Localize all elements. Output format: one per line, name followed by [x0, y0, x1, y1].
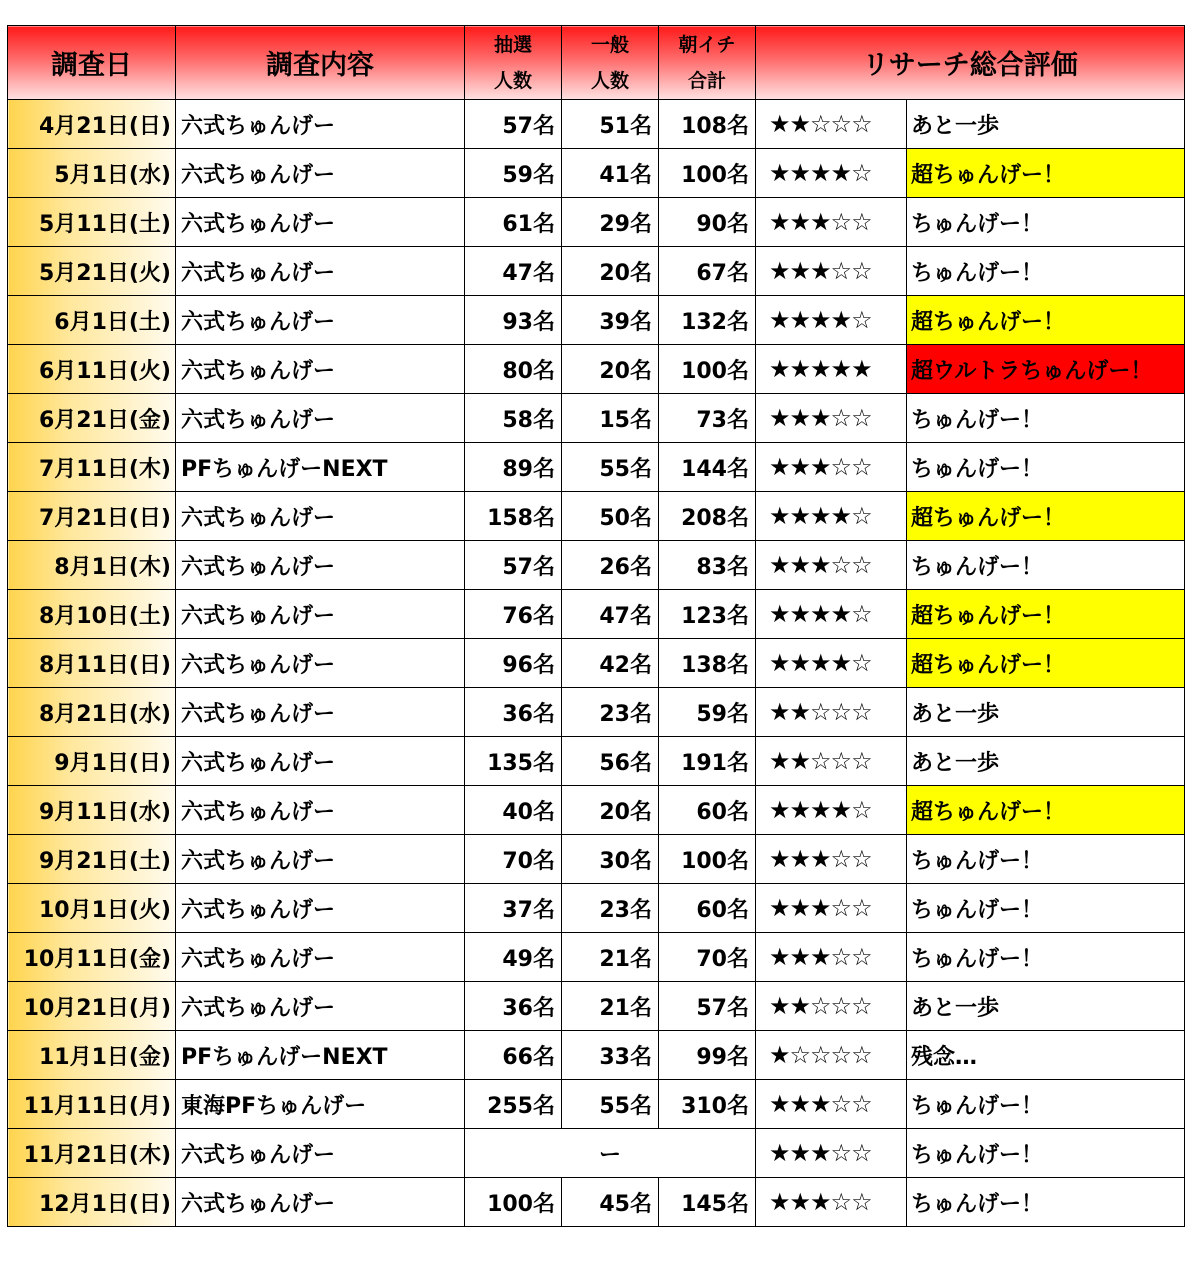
morning-total-cell: 67名	[659, 247, 756, 296]
general-count-cell: 20名	[562, 247, 659, 296]
header-lottery	[465, 26, 562, 100]
general-count-cell: 55名	[562, 1080, 659, 1129]
morning-total-cell: 90名	[659, 198, 756, 247]
lottery-count-cell: 36名	[465, 688, 562, 737]
morning-total-cell: 123名	[659, 590, 756, 639]
general-count-cell: 20名	[562, 345, 659, 394]
lottery-count-cell: 89名	[465, 443, 562, 492]
header-morning-line2: 合計	[687, 69, 726, 92]
morning-total-cell: 70名	[659, 933, 756, 982]
general-count-cell: 56名	[562, 737, 659, 786]
lottery-count-cell: 49名	[465, 933, 562, 982]
table-row	[8, 1080, 1185, 1129]
content-cell: 六式ちゅんげー	[176, 786, 465, 835]
date-cell: 10月11日(金)	[8, 933, 176, 982]
verdict-cell: ちゅんげー！	[907, 884, 1185, 933]
star-rating: ★★☆☆☆	[756, 100, 907, 149]
verdict-cell: ちゅんげー！	[907, 1129, 1185, 1178]
date-cell: 10月21日(月)	[8, 982, 176, 1031]
morning-total-cell: 60名	[659, 786, 756, 835]
lottery-count-cell: 57名	[465, 100, 562, 149]
morning-total-cell: 60名	[659, 884, 756, 933]
lottery-count-cell: 57名	[465, 541, 562, 590]
lottery-count-cell: 158名	[465, 492, 562, 541]
star-rating: ★★★☆☆	[756, 247, 907, 296]
table-row	[8, 443, 1185, 492]
morning-total-cell: 145名	[659, 1178, 756, 1227]
general-count-cell: 26名	[562, 541, 659, 590]
content-cell: 六式ちゅんげー	[176, 149, 465, 198]
lottery-count-cell: 80名	[465, 345, 562, 394]
star-rating: ★★☆☆☆	[756, 688, 907, 737]
header-morning-total	[659, 26, 756, 100]
lottery-count-cell: 58名	[465, 394, 562, 443]
lottery-count-cell: 100名	[465, 1178, 562, 1227]
star-rating: ★★★☆☆	[756, 198, 907, 247]
morning-total-cell: 59名	[659, 688, 756, 737]
content-cell: 六式ちゅんげー	[176, 982, 465, 1031]
lottery-count-cell: 96名	[465, 639, 562, 688]
morning-total-cell: 208名	[659, 492, 756, 541]
star-rating: ★★★★☆	[756, 786, 907, 835]
morning-total-cell: 83名	[659, 541, 756, 590]
star-rating: ★★★★☆	[756, 149, 907, 198]
content-cell: 六式ちゅんげー	[176, 198, 465, 247]
table-row	[8, 198, 1185, 247]
general-count-cell: 23名	[562, 884, 659, 933]
table-row	[8, 1129, 1185, 1178]
verdict-cell: ちゅんげー！	[907, 1178, 1185, 1227]
content-cell: 六式ちゅんげー	[176, 492, 465, 541]
date-cell: 10月1日(火)	[8, 884, 176, 933]
lottery-count-cell: 37名	[465, 884, 562, 933]
content-cell: 六式ちゅんげー	[176, 1178, 465, 1227]
date-cell: 6月1日(土)	[8, 296, 176, 345]
content-cell: 六式ちゅんげー	[176, 345, 465, 394]
content-cell: PFちゅんげーNEXT	[176, 1031, 465, 1080]
date-cell: 4月21日(日)	[8, 100, 176, 149]
verdict-cell: ちゅんげー！	[907, 835, 1185, 884]
general-count-cell: 21名	[562, 982, 659, 1031]
general-count-cell: 50名	[562, 492, 659, 541]
lottery-count-cell: 255名	[465, 1080, 562, 1129]
general-count-cell: 51名	[562, 100, 659, 149]
star-rating: ★★☆☆☆	[756, 737, 907, 786]
research-table	[7, 25, 1185, 1227]
lottery-count-cell: 76名	[465, 590, 562, 639]
content-cell: 六式ちゅんげー	[176, 933, 465, 982]
table-row	[8, 1031, 1185, 1080]
date-cell: 8月11日(日)	[8, 639, 176, 688]
morning-total-cell: 132名	[659, 296, 756, 345]
table-row	[8, 884, 1185, 933]
content-cell: 六式ちゅんげー	[176, 590, 465, 639]
star-rating: ★★★☆☆	[756, 443, 907, 492]
star-rating: ★★★★☆	[756, 296, 907, 345]
verdict-cell: 超ウルトラちゅんげー！	[907, 345, 1185, 394]
general-count-cell: 30名	[562, 835, 659, 884]
header-general-line1: 一般	[590, 33, 629, 56]
date-cell: 8月10日(土)	[8, 590, 176, 639]
verdict-cell: ちゅんげー！	[907, 198, 1185, 247]
table-row	[8, 737, 1185, 786]
lottery-count-cell: 135名	[465, 737, 562, 786]
general-count-cell: 33名	[562, 1031, 659, 1080]
lottery-count-cell: 59名	[465, 149, 562, 198]
table-row	[8, 247, 1185, 296]
morning-total-cell: 100名	[659, 835, 756, 884]
table-row	[8, 492, 1185, 541]
verdict-cell: ちゅんげー！	[907, 933, 1185, 982]
content-cell: 六式ちゅんげー	[176, 296, 465, 345]
verdict-cell: ちゅんげー！	[907, 541, 1185, 590]
general-count-cell: 29名	[562, 198, 659, 247]
header-general	[562, 26, 659, 100]
verdict-cell: ちゅんげー！	[907, 443, 1185, 492]
date-cell: 9月1日(日)	[8, 737, 176, 786]
general-count-cell: 47名	[562, 590, 659, 639]
star-rating: ★★★☆☆	[756, 541, 907, 590]
verdict-cell: 超ちゅんげー！	[907, 492, 1185, 541]
morning-total-cell: 57名	[659, 982, 756, 1031]
table-row	[8, 982, 1185, 1031]
content-cell: 六式ちゅんげー	[176, 247, 465, 296]
header-lottery-line2: 人数	[493, 69, 532, 92]
content-cell: 六式ちゅんげー	[176, 688, 465, 737]
header-row	[8, 26, 1185, 100]
header-general-line2: 人数	[590, 69, 629, 92]
morning-total-cell: 108名	[659, 100, 756, 149]
table-body	[8, 100, 1185, 1227]
verdict-cell: 超ちゅんげー！	[907, 786, 1185, 835]
date-cell: 11月21日(木)	[8, 1129, 176, 1178]
content-cell: 六式ちゅんげー	[176, 835, 465, 884]
content-cell: 六式ちゅんげー	[176, 639, 465, 688]
content-cell: 六式ちゅんげー	[176, 1129, 465, 1178]
date-cell: 6月11日(火)	[8, 345, 176, 394]
table-row	[8, 345, 1185, 394]
verdict-cell: 超ちゅんげー！	[907, 149, 1185, 198]
table-row	[8, 933, 1185, 982]
content-cell: 六式ちゅんげー	[176, 100, 465, 149]
verdict-cell: あと一歩	[907, 737, 1185, 786]
star-rating: ★★★☆☆	[756, 933, 907, 982]
date-cell: 5月21日(火)	[8, 247, 176, 296]
date-cell: 11月1日(金)	[8, 1031, 176, 1080]
morning-total-cell: 191名	[659, 737, 756, 786]
morning-total-cell: 73名	[659, 394, 756, 443]
table-row	[8, 394, 1185, 443]
date-cell: 5月1日(水)	[8, 149, 176, 198]
date-cell: 8月21日(水)	[8, 688, 176, 737]
table-row	[8, 541, 1185, 590]
table-row	[8, 688, 1185, 737]
lottery-count-cell: 70名	[465, 835, 562, 884]
table-row	[8, 1178, 1185, 1227]
morning-total-cell: 99名	[659, 1031, 756, 1080]
table-row	[8, 639, 1185, 688]
date-cell: 7月11日(木)	[8, 443, 176, 492]
date-cell: 9月21日(土)	[8, 835, 176, 884]
lottery-count-cell: 61名	[465, 198, 562, 247]
date-cell: 12月1日(日)	[8, 1178, 176, 1227]
table-row	[8, 835, 1185, 884]
verdict-cell: ちゅんげー！	[907, 247, 1185, 296]
star-rating: ★★★☆☆	[756, 394, 907, 443]
morning-total-cell: 310名	[659, 1080, 756, 1129]
star-rating: ★★★★☆	[756, 492, 907, 541]
star-rating: ★★★☆☆	[756, 835, 907, 884]
header-date: 調査日	[8, 26, 176, 100]
content-cell: PFちゅんげーNEXT	[176, 443, 465, 492]
verdict-cell: 超ちゅんげー！	[907, 296, 1185, 345]
general-count-cell: 41名	[562, 149, 659, 198]
header-morning-line1: 朝イチ	[678, 33, 736, 56]
table-row	[8, 296, 1185, 345]
star-rating: ★★★★★	[756, 345, 907, 394]
general-count-cell: 20名	[562, 786, 659, 835]
verdict-cell: ちゅんげー！	[907, 1080, 1185, 1129]
verdict-cell: ちゅんげー！	[907, 394, 1185, 443]
date-cell: 8月1日(木)	[8, 541, 176, 590]
verdict-cell: あと一歩	[907, 688, 1185, 737]
general-count-cell: 42名	[562, 639, 659, 688]
lottery-count-cell: 36名	[465, 982, 562, 1031]
content-cell: 六式ちゅんげー	[176, 394, 465, 443]
verdict-cell: 残念…	[907, 1031, 1185, 1080]
morning-total-cell: 100名	[659, 345, 756, 394]
general-count-cell: 55名	[562, 443, 659, 492]
star-rating: ★★★★☆	[756, 590, 907, 639]
table-row	[8, 590, 1185, 639]
star-rating: ★★★☆☆	[756, 1178, 907, 1227]
date-cell: 6月21日(金)	[8, 394, 176, 443]
table-row	[8, 786, 1185, 835]
general-count-cell: 23名	[562, 688, 659, 737]
table-row	[8, 149, 1185, 198]
verdict-cell: 超ちゅんげー！	[907, 639, 1185, 688]
morning-total-cell: 100名	[659, 149, 756, 198]
header-rating: リサーチ総合評価	[756, 26, 1185, 100]
lottery-count-cell: 47名	[465, 247, 562, 296]
content-cell: 六式ちゅんげー	[176, 884, 465, 933]
general-count-cell: 15名	[562, 394, 659, 443]
no-data-cell: ー	[465, 1129, 756, 1178]
general-count-cell: 39名	[562, 296, 659, 345]
general-count-cell: 21名	[562, 933, 659, 982]
lottery-count-cell: 40名	[465, 786, 562, 835]
date-cell: 11月11日(月)	[8, 1080, 176, 1129]
content-cell: 東海PFちゅんげー	[176, 1080, 465, 1129]
table-row	[8, 100, 1185, 149]
header-content: 調査内容	[176, 26, 465, 100]
content-cell: 六式ちゅんげー	[176, 737, 465, 786]
star-rating: ★★★☆☆	[756, 884, 907, 933]
morning-total-cell: 138名	[659, 639, 756, 688]
morning-total-cell: 144名	[659, 443, 756, 492]
verdict-cell: あと一歩	[907, 100, 1185, 149]
star-rating: ★★☆☆☆	[756, 982, 907, 1031]
date-cell: 5月11日(土)	[8, 198, 176, 247]
star-rating: ★★★★☆	[756, 639, 907, 688]
general-count-cell: 45名	[562, 1178, 659, 1227]
date-cell: 9月11日(水)	[8, 786, 176, 835]
star-rating: ★★★☆☆	[756, 1129, 907, 1178]
content-cell: 六式ちゅんげー	[176, 541, 465, 590]
star-rating: ★☆☆☆☆	[756, 1031, 907, 1080]
star-rating: ★★★☆☆	[756, 1080, 907, 1129]
date-cell: 7月21日(日)	[8, 492, 176, 541]
lottery-count-cell: 66名	[465, 1031, 562, 1080]
header-lottery-line1: 抽選	[493, 33, 532, 56]
lottery-count-cell: 93名	[465, 296, 562, 345]
verdict-cell: あと一歩	[907, 982, 1185, 1031]
verdict-cell: 超ちゅんげー！	[907, 590, 1185, 639]
